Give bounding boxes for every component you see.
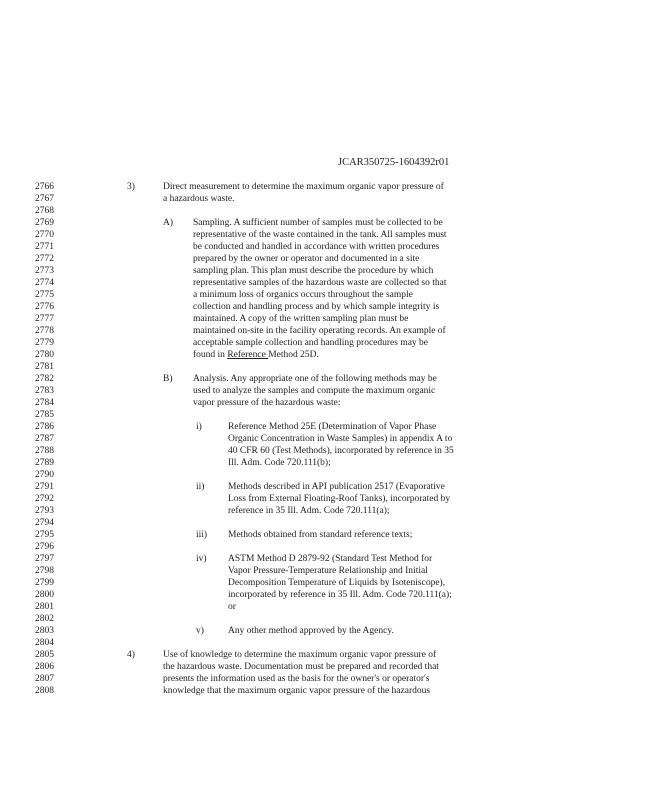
item-4-label: 4) bbox=[127, 650, 135, 660]
sub-ii-text: Loss from External Floating-Roof Tanks), incorporated by bbox=[228, 494, 451, 504]
line-number: 2806 bbox=[35, 662, 54, 672]
item-4-text: knowledge that the maximum organic vapor pressure of the hazardous bbox=[163, 686, 431, 696]
item-a-last-line bbox=[193, 349, 319, 361]
item-a-text: prepared by the owner or operator and documented in a site bbox=[193, 254, 420, 264]
line-number: 2805 bbox=[35, 650, 54, 660]
item-a-text: be conducted and handled in accordance with written procedures bbox=[193, 242, 440, 252]
item-a-text: Method 25D. bbox=[268, 350, 319, 360]
item-a-text: maintained on-site in the facility operating records. An example of bbox=[193, 326, 446, 336]
sub-iv-text: Decomposition Temperature of Liquids by Isoteniscope), bbox=[228, 578, 446, 588]
line-number: 2770 bbox=[35, 230, 54, 240]
line-number: 2794 bbox=[35, 518, 54, 528]
line-number: 2782 bbox=[35, 374, 54, 384]
document-id: JCAR350725-1604392r01 bbox=[338, 157, 450, 168]
reference-link: Reference bbox=[227, 350, 269, 360]
line-number: 2791 bbox=[35, 482, 54, 492]
line-number: 2795 bbox=[35, 530, 54, 540]
line-number: 2786 bbox=[35, 422, 54, 432]
sub-iv-text: or bbox=[228, 602, 236, 612]
line-number: 2801 bbox=[35, 602, 54, 612]
line-number: 2808 bbox=[35, 686, 54, 696]
item-3-text: a hazardous waste. bbox=[163, 194, 235, 204]
sub-i-label: i) bbox=[196, 422, 202, 432]
line-number: 2802 bbox=[35, 614, 54, 624]
line-number: 2771 bbox=[35, 242, 54, 252]
line-number: 2781 bbox=[35, 362, 54, 372]
line-number: 2783 bbox=[35, 386, 54, 396]
line-number: 2789 bbox=[35, 458, 54, 468]
line-number: 2774 bbox=[35, 278, 54, 288]
line-number: 2799 bbox=[35, 578, 54, 588]
line-number: 2803 bbox=[35, 626, 54, 636]
line-number: 2784 bbox=[35, 398, 54, 408]
item-b-text: Analysis. Any appropriate one of the following methods may be bbox=[193, 374, 437, 384]
sub-i-text: 40 CFR 60 (Test Methods), incorporated by reference in 35 bbox=[228, 446, 454, 456]
line-number: 2776 bbox=[35, 302, 54, 312]
sub-iii-text: Methods obtained from standard reference texts; bbox=[228, 530, 413, 540]
line-number: 2792 bbox=[35, 494, 54, 504]
line-number: 2767 bbox=[35, 194, 54, 204]
line-number: 2797 bbox=[35, 554, 54, 564]
item-a-text: a minimum loss of organics occurs throughout the sample bbox=[193, 290, 413, 300]
line-number: 2790 bbox=[35, 470, 54, 480]
line-number: 2787 bbox=[35, 434, 54, 444]
item-b-text: vapor pressure of the hazardous waste: bbox=[193, 398, 341, 408]
line-number: 2768 bbox=[35, 206, 54, 216]
line-number: 2788 bbox=[35, 446, 54, 456]
sub-ii-text: reference in 35 Ill. Adm. Code 720.111(a); bbox=[228, 506, 390, 516]
item-a-text: acceptable sample collection and handling procedures may be bbox=[193, 338, 429, 348]
sub-i-text: Ill. Adm. Code 720.111(b); bbox=[228, 458, 331, 468]
item-a-text: Sampling. A sufficient number of samples must be collected to be bbox=[193, 218, 443, 228]
line-number: 2796 bbox=[35, 542, 54, 552]
line-number: 2804 bbox=[35, 638, 54, 648]
item-b-label: B) bbox=[163, 374, 173, 384]
sub-v-label: v) bbox=[196, 626, 204, 636]
sub-iv-text: incorporated by reference in 35 Ill. Adm. Code 720.111(a); bbox=[228, 590, 452, 600]
line-number: 2785 bbox=[35, 410, 54, 420]
sub-iv-text: ASTM Method D 2879-92 (Standard Test Method for bbox=[228, 554, 433, 564]
sub-ii-text: Methods described in API publication 2517 (Evaporative bbox=[228, 482, 445, 492]
item-4-text: the hazardous waste. Documentation must be prepared and recorded that bbox=[163, 662, 439, 672]
sub-ii-label: ii) bbox=[196, 482, 205, 492]
line-number: 2772 bbox=[35, 254, 54, 264]
item-a-text: collection and handling process and by which sample integrity is bbox=[193, 302, 440, 312]
line-number: 2800 bbox=[35, 590, 54, 600]
item-4-text: presents the information used as the basis for the owner's or operator's bbox=[163, 674, 430, 684]
item-3-text: Direct measurement to determine the maximum organic vapor pressure of bbox=[163, 182, 444, 192]
line-number: 2777 bbox=[35, 314, 54, 324]
line-number: 2807 bbox=[35, 674, 54, 684]
line-number: 2780 bbox=[35, 350, 54, 360]
sub-iii-label: iii) bbox=[196, 530, 208, 540]
item-4-text: Use of knowledge to determine the maximum organic vapor pressure of bbox=[163, 650, 437, 660]
item-a-text: representative samples of the hazardous waste are collected so that bbox=[193, 278, 447, 288]
sub-iv-label: iv) bbox=[196, 554, 207, 564]
item-3-label: 3) bbox=[127, 182, 135, 192]
sub-iv-text: Vapor Pressure-Temperature Relationship and Initial bbox=[228, 566, 428, 576]
item-a-text: maintained. A copy of the written sampling plan must be bbox=[193, 314, 409, 324]
item-a-label: A) bbox=[163, 218, 174, 228]
sub-v-text: Any other method approved by the Agency. bbox=[228, 626, 394, 636]
line-number: 2778 bbox=[35, 326, 54, 336]
line-number: 2798 bbox=[35, 566, 54, 576]
item-a-text: found in bbox=[193, 350, 228, 360]
line-number: 2775 bbox=[35, 290, 54, 300]
line-number: 2779 bbox=[35, 338, 54, 348]
line-number: 2769 bbox=[35, 218, 54, 228]
sub-i-text: Organic Concentration in Waste Samples) in appendix A to bbox=[228, 434, 453, 444]
line-number: 2773 bbox=[35, 266, 54, 276]
item-a-text: representative of the waste contained in the tank. All samples must bbox=[193, 230, 447, 240]
item-a-text: sampling plan. This plan must describe the procedure by which bbox=[193, 266, 434, 276]
sub-i-text: Reference Method 25E (Determination of Vapor Phase bbox=[228, 422, 437, 432]
line-number: 2793 bbox=[35, 506, 54, 516]
item-b-text: used to analyze the samples and compute the maximum organic bbox=[193, 386, 436, 396]
line-number: 2766 bbox=[35, 182, 54, 192]
